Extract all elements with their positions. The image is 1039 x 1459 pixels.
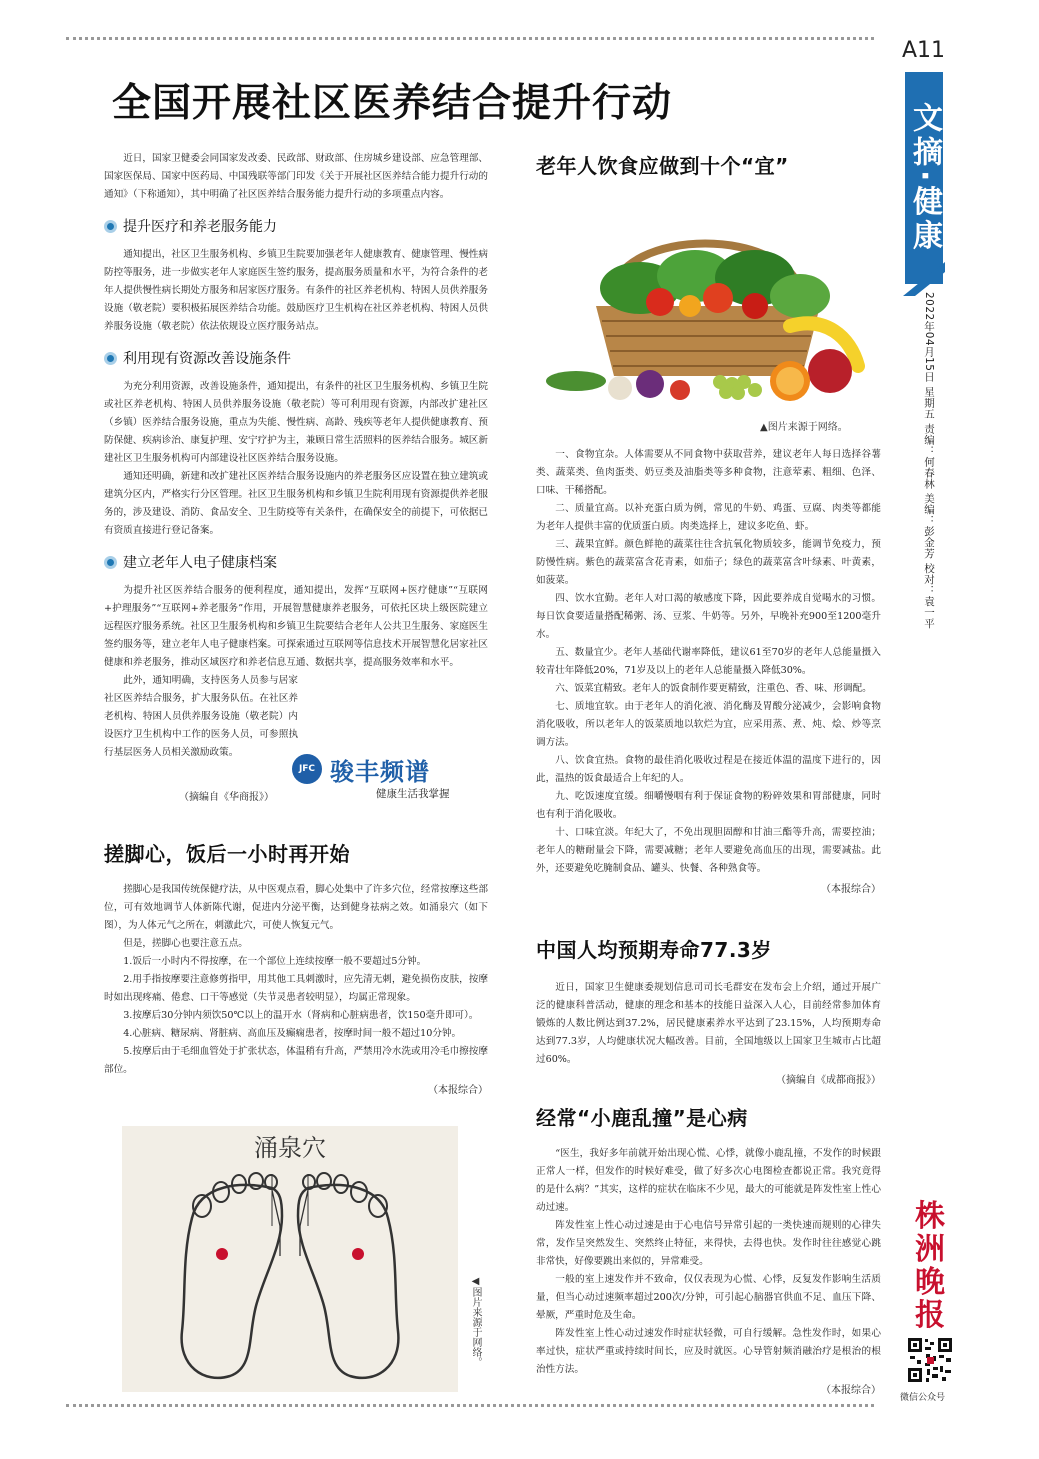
issue-meta: 2022年04月15日 星期五 责编：何春林 美编：彭金芳 校对：袁一平 (923, 292, 935, 629)
acupoint-label: 涌泉穴 (254, 1134, 326, 1162)
page-headline: 全国开展社区医养结合提升行动 (112, 81, 673, 126)
foot-image-caption: ◀图片来源于网络。 (470, 1276, 481, 1367)
paragraph: 九、吃饭速度宜缓。细嚼慢咽有利于保证食物的粉碎效果和胃部健康，同时也有利于消化吸收。 (536, 791, 881, 820)
qr-code[interactable] (906, 1336, 954, 1384)
section-heading-text: 利用现有资源改善设施条件 (123, 351, 291, 367)
bullet-icon (104, 352, 117, 365)
article-title: 搓脚心，饭后一小时再开始 (104, 842, 350, 866)
page-number: A11 (902, 38, 946, 63)
diet-article (536, 150, 881, 179)
life-expectancy-article (536, 934, 881, 1086)
advertisement[interactable] (292, 752, 488, 804)
paragraph: 通知还明确，新建和改扩建社区医养结合服务设施内的养老服务区应设置在独立建筑或建筑分区内，严格实行分区管理。社区卫生服务机构和乡镇卫生院利用现有资源提供养老服务的，涉及建设、消防、食品安全、卫生防疫等有关条件，在确保安全的前提下，可依据已有资质直接进行登记备案。 (104, 471, 488, 536)
foot-acupoint-illustration (122, 1126, 458, 1392)
paragraph: 一、食物宜杂。人体需要从不同食物中获取营养，建议老年人每日选择谷薯类、蔬菜类、鱼肉蛋类、奶豆类及油脂类等多种食物，注意荤素、粗细、色泽、口味、干稀搭配。 (536, 449, 881, 496)
heart-article (536, 1102, 881, 1396)
paragraph: 为充分利用资源，改善设施条件，通知提出，有条件的社区卫生服务机构、乡镇卫生院或社区养老机构、特困人员供养服务设施（敬老院）等可利用现有资源，内部改扩建社区（乡镇）医养结合服务设施，重点为失能、慢性病、高龄、残疾等老年人提供健康教育、预防保健、疾病诊治、康复护理、安宁疗护为主，兼顾日常生活照料的医养结合服务。城区新建社区卫生服务机构可内部建设社区医养结合服务设施。 (104, 381, 488, 464)
diet-body (536, 446, 881, 895)
paragraph: 3.按摩后30分钟内须饮50℃以上的温开水（肾病和心脏病患者，饮150毫升即可）。 (123, 1010, 479, 1021)
article-source: （本报综合） (428, 1085, 488, 1096)
paragraph: 搓脚心是我国传统保健疗法，从中医观点看，脚心处集中了许多穴位，经常按摩这些部位，可有效地调节人体新陈代谢，促进内分泌平衡，达到健身祛病之效。如涌泉穴（如下图），为人体元气之所在，刺激此穴，可使人恢复元气。 (104, 884, 488, 931)
basket-caption: ▲图片来源于网络。 (760, 422, 848, 433)
paragraph: 2.用手指按摩要注意修剪指甲，用其他工具刺激时，应先清无刺，避免损伤皮肤，按摩时如出现疼痛、倦怠、口干等感觉（失节灵患者较明显），均属正常现象。 (104, 974, 488, 1003)
fruit-basket-photo (540, 206, 876, 402)
article-source: （本报综合） (821, 1385, 881, 1396)
bottom-rule (66, 1404, 874, 1407)
section-slash-graphic (903, 256, 945, 296)
paragraph: 六、饭菜宜精致。老年人的饭食制作要更精致，注重色、香、味、形调配。 (555, 683, 872, 694)
paragraph: 但是，搓脚心也要注意五点。 (123, 938, 248, 949)
svg-text:洲: 洲 (915, 1232, 945, 1267)
paper-logo (912, 1196, 948, 1334)
article-source: （摘编自《成都商报》） (776, 1075, 881, 1086)
paragraph: 通知提出，社区卫生服务机构、乡镇卫生院要加强老年人健康教育、健康管理、慢性病防控等服务，进一步做实老年人家庭医生签约服务，提高服务质量和水平，为符合条件的老年人提供慢性病长期处方服务和居家医疗服务。有条件的社区养老机构、特困人员供养服务设施（敬老院）要积极拓展医养结合功能。鼓励医疗卫生机构在社区养老机构、特困人员供养服务设施（敬老院）依法依规设立医疗服务站点。 (104, 249, 488, 332)
foot-article (104, 838, 488, 1096)
paragraph: 1.饭后一小时内不得按摩，在一个部位上连续按摩一般不要超过5分钟。 (123, 956, 427, 967)
ad-logo-icon: JFC (292, 754, 322, 784)
paragraph: “医生，我好多年前就开始出现心慌、心悸，就像小鹿乱撞，不发作的时候跟正常人一样，但发作的时候好难受，做了好多次心电图检查都说正常。我究竟得的是什么病？”其实，这样的症状在临床不少见，最大的可能就是阵发性室上性心动过速。 (536, 1148, 881, 1213)
section-heading-text: 提升医疗和养老服务能力 (123, 219, 277, 235)
paragraph: 此外，通知明确，支持医务人员参与居家社区医养结合服务，扩大服务队伍。在社区养老机构、特困人员供养服务设施（敬老院）内设医疗卫生机构中工作的医务人员，可参照执行基层医务人员相关激励政策。 (104, 675, 298, 758)
bullet-icon (104, 556, 117, 569)
paragraph: 三、蔬果宜鲜。颜色鲜艳的蔬菜往往含抗氧化物质较多，能调节免疫力，预防慢性病。紫色的蔬菜富含花青素，如茄子；绿色的蔬菜富含叶绿素、叶黄素，如菠菜。 (536, 539, 881, 586)
article-title: 中国人均预期寿命77.3岁 (536, 938, 772, 962)
svg-text:晚: 晚 (915, 1265, 945, 1300)
article-source: （本报综合） (821, 884, 881, 895)
paragraph: 五、数量宜少。老年人基础代谢率降低，建议61至70岁的老年人总能量摄入较青壮年降低20%，71岁及以上的老年人总能量摄入降低30%。 (536, 647, 881, 676)
lead-source-wrap (104, 786, 274, 803)
paragraph: 七、质地宜软。由于老年人的消化液、消化酶及胃酸分泌减少，会影响食物消化吸收，所以老年人的饭菜质地以软烂为宜，应采用蒸、煮、炖、烩、炒等烹调方法。 (536, 701, 881, 748)
section-heading-text: 建立老年人电子健康档案 (123, 555, 277, 571)
paragraph: 阵发性室上性心动过速是由于心电信号异常引起的一类快速而规则的心律失常，发作呈突然发生、突然终止特征，来得快，去得也快。发作时往往感觉心跳非常快，好像要跳出来似的，异常难受。 (536, 1220, 881, 1267)
paragraph: 阵发性室上性心动过速发作时症状轻微，可自行缓解。急性发作时，如果心率过快，症状严重或持续时间长，应及时就医。心导管射频消融治疗是根治的根治性方法。 (536, 1328, 881, 1375)
ad-name: 骏丰频谱 (330, 758, 430, 786)
article-title: 经常“小鹿乱撞”是心病 (536, 1106, 748, 1130)
article-source: （摘编自《华商报》） (179, 792, 274, 803)
section-heading (104, 348, 488, 368)
section-heading (104, 552, 488, 572)
paragraph: 近日，国家卫生健康委规划信息司司长毛群安在发布会上介绍，通过开展广泛的健康科普活动，健康的理念和基本的技能日益深入人心，目前经常参加体育锻炼的人数比例达到37.2%，居民健康素养水平达到了23.15%，人均预期寿命达到77.3岁，人均健康状况大幅改善。目前，全国地级以上国家卫生城市占比超过60%。 (536, 982, 881, 1065)
svg-text:株: 株 (915, 1199, 945, 1234)
paragraph: 十、口味宜淡。年纪大了，不免出现胆固醇和甘油三酯等升高，需要控油；老年人的糖耐量会下降，需要减糖；老年人要避免高血压的出现，需要减盐。此外，还要避免吃腌制食品、罐头、快餐、各种熟食等。 (536, 827, 881, 874)
paragraph: 四、饮水宜勤。老年人对口渴的敏感度下降，因此要养成自觉喝水的习惯。每日饮食要适量搭配稀粥、汤、豆浆、牛奶等。另外，早晚补充900至1200毫升水。 (536, 593, 881, 640)
lead-article (104, 150, 488, 762)
paragraph: 5.按摩后由于毛细血管处于扩张状态，体温稍有升高，严禁用冷水洗或用冷毛巾擦按摩部位。 (104, 1046, 488, 1075)
section-heading (104, 216, 488, 236)
svg-text:报: 报 (915, 1298, 945, 1333)
paragraph: 4.心脏病、糖尿病、肾脏病、高血压及癫痫患者，按摩时间一般不超过10分钟。 (123, 1028, 462, 1039)
top-rule (66, 37, 874, 40)
bullet-icon (104, 220, 117, 233)
ad-slogan: 健康生活我掌握 (376, 788, 450, 800)
article-title: 老年人饮食应做到十个“宜” (536, 154, 789, 178)
paragraph: 为提升社区医养结合服务的便利程度，通知提出，发挥“互联网+医疗健康”“互联网+护理服务”“互联网+养老服务”作用，开展智慧健康养老服务，可依托区块上级医院建立远程医疗服务系统。社区卫生服务机构和乡镇卫生院要结合老年人公共卫生服务、家庭医生签约服务等，建立老年人电子健康档案。可探索通过互联网等信息技术开展智慧化居家社区健康和养老服务，推动区域医疗和养老信息互通、数据共享，提高服务效率和水平。 (104, 585, 488, 668)
section-label: 文摘·健康 (905, 72, 943, 284)
lead-intro: 近日，国家卫健委会同国家发改委、民政部、财政部、住房城乡建设部、应急管理部、国家医保局、国家中医药局、中国残联等部门印发《关于开展社区医养结合能力提升行动的通知》（下称通知），其中明确了社区医养结合服务能力提升行动的多项重点内容。 (104, 153, 488, 200)
paragraph: 一般的室上速发作并不致命，仅仅表现为心慌、心悸，反复发作影响生活质量，但当心动过速频率超过200次/分钟，可引起心脑器官供血不足、血压下降、晕厥，严重时危及生命。 (536, 1274, 881, 1321)
paragraph: 二、质量宜高。以补充蛋白质为例，常见的牛奶、鸡蛋、豆腐、肉类等都能为老年人提供丰富的优质蛋白质。肉类选择上，建议多吃鱼、虾。 (536, 503, 881, 532)
paragraph: 八、饮食宜热。食物的最佳消化吸收过程是在接近体温的温度下进行的，因此，温热的饭食最适合上年纪的人。 (536, 755, 881, 784)
wechat-label: 微信公众号 (900, 1393, 946, 1403)
